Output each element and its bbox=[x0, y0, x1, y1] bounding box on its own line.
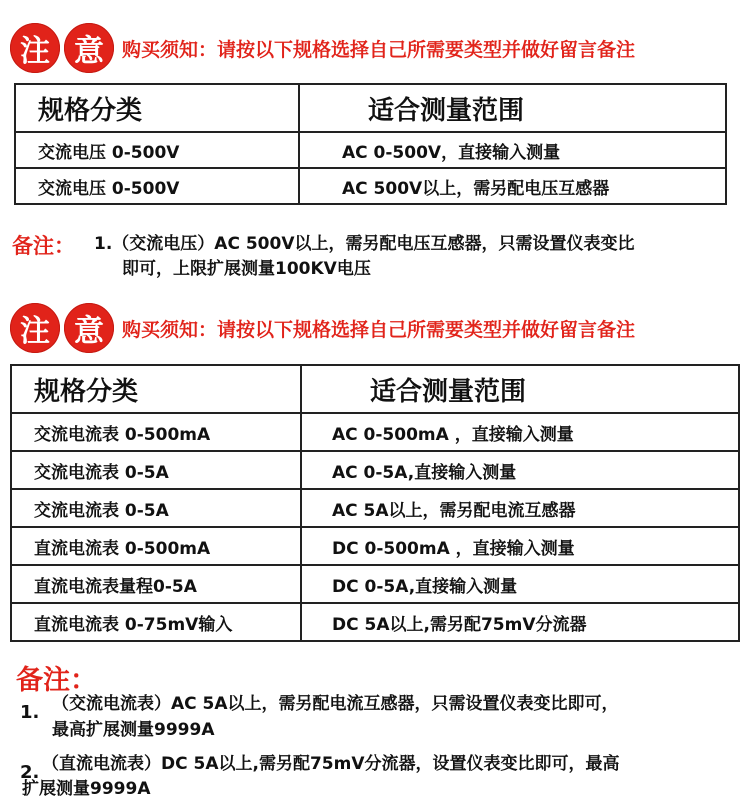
note-line: 即可，上限扩展测量100KV电压 bbox=[122, 259, 371, 279]
spec-cell: 交流电流表 0-500mA bbox=[11, 413, 301, 451]
table-row bbox=[11, 451, 739, 489]
table-row bbox=[15, 132, 726, 168]
spec-cell: 直流电流表量程0-5A bbox=[11, 565, 301, 603]
note-number: 1. bbox=[20, 702, 40, 723]
notice-badge-char-1: 注 bbox=[10, 23, 60, 73]
table-row bbox=[15, 168, 726, 204]
note-label: 备注： bbox=[12, 234, 75, 258]
range-cell: AC 5A以上，需另配电流互感器 bbox=[301, 489, 739, 527]
header-measure-range: 适合测量范围 bbox=[301, 365, 739, 413]
range-cell: DC 0-5A,直接输入测量 bbox=[301, 565, 739, 603]
table-row bbox=[11, 603, 739, 641]
range-cell: DC 0-500mA ，直接输入测量 bbox=[301, 527, 739, 565]
range-cell: DC 5A以上,需另配75mV分流器 bbox=[301, 603, 739, 641]
table-row bbox=[11, 527, 739, 565]
table-row bbox=[11, 413, 739, 451]
note-number: 2. bbox=[20, 762, 40, 783]
notice-text: 购买须知：请按以下规格选择自己所需要类型并做好留言备注 bbox=[122, 318, 636, 341]
notice-badge-char-2: 意 bbox=[64, 23, 114, 73]
notice-banner-1 bbox=[10, 22, 635, 74]
note-label: 备注： bbox=[16, 665, 97, 696]
notice-text: 购买须知：请按以下规格选择自己所需要类型并做好留言备注 bbox=[122, 38, 636, 61]
note-line: （直流电流表）DC 5A以上,需另配75mV分流器，设置仪表变比即可，最高 bbox=[42, 754, 620, 774]
range-cell: AC 0-500V，直接输入测量 bbox=[299, 132, 726, 168]
spec-cell: 直流电流表 0-75mV输入 bbox=[11, 603, 301, 641]
range-cell: AC 0-5A,直接输入测量 bbox=[301, 451, 739, 489]
notice-badge-char-1: 注 bbox=[10, 303, 60, 353]
range-cell: AC 500V以上，需另配电压互感器 bbox=[299, 168, 726, 204]
table-header-row bbox=[11, 365, 739, 413]
spec-cell: 交流电流表 0-5A bbox=[11, 489, 301, 527]
header-spec-category: 规格分类 bbox=[11, 365, 301, 413]
range-cell: AC 0-500mA ，直接输入测量 bbox=[301, 413, 739, 451]
notice-banner-2 bbox=[10, 302, 635, 354]
notice-badge-char-2: 意 bbox=[64, 303, 114, 353]
current-spec-table bbox=[10, 364, 740, 642]
header-spec-category: 规格分类 bbox=[15, 84, 299, 132]
table-row bbox=[11, 489, 739, 527]
note-line: 1.（交流电压）AC 500V以上，需另配电压互感器，只需设置仪表变比 bbox=[94, 234, 635, 254]
spec-cell: 直流电流表 0-500mA bbox=[11, 527, 301, 565]
note-line: （交流电流表）AC 5A以上，需另配电流互感器，只需设置仪表变比即可， bbox=[52, 694, 619, 714]
voltage-spec-table bbox=[14, 83, 727, 205]
spec-cell: 交流电压 0-500V bbox=[15, 168, 299, 204]
header-measure-range: 适合测量范围 bbox=[299, 84, 726, 132]
spec-cell: 交流电流表 0-5A bbox=[11, 451, 301, 489]
table-header-row bbox=[15, 84, 726, 132]
note-line: 扩展测量9999A bbox=[22, 779, 151, 799]
spec-cell: 交流电压 0-500V bbox=[15, 132, 299, 168]
note-line: 最高扩展测量9999A bbox=[52, 720, 215, 740]
table-row bbox=[11, 565, 739, 603]
